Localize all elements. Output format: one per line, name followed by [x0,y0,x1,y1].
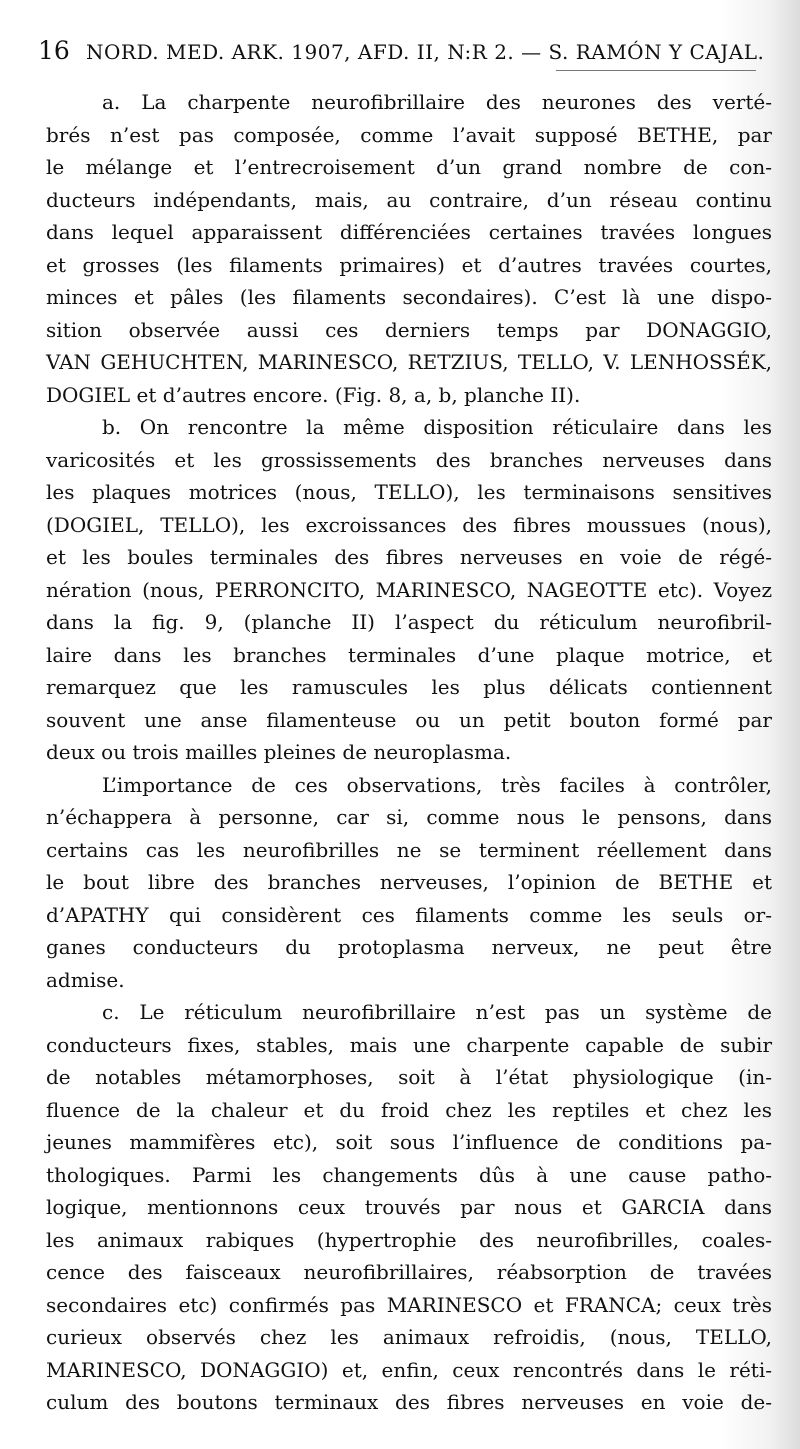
text-line: certains cas les neurofibrilles ne se terminent réellement dans [46,837,772,862]
text-line: d’APATHY qui considèrent ces filaments comme les seuls or- [46,902,772,927]
running-title: NORD. MED. ARK. 1907, AFD. II, N:R 2. — S. RAMÓN Y CAJAL. [86,40,765,64]
text-line: conducteurs fixes, stables, mais une charpente capable de subir [46,1032,772,1057]
text-line: dans la fig. 9, (planche II) l’aspect du réticulum neurofibril- [46,610,772,634]
header-rule [556,70,756,71]
paragraph-a [46,86,772,411]
text-line: cence des faisceaux neurofibrillaires, réabsorption de travées [46,1260,772,1284]
text-line: nération (nous, PERRONCITO, MARINESCO, NAGEOTTE etc). Voyez [46,577,772,602]
text-line: c. Le réticulum neurofibrillaire n’est pas un système de [102,1000,772,1024]
paragraph-c [46,996,772,1419]
text-line: MARINESCO, DONAGGIO) et, enfin, ceux rencontrés dans le réti- [46,1357,772,1382]
text-line: et grosses (les filaments primaires) et d’autres travées courtes, [46,252,772,277]
text-line: remarquez que les ramuscules les plus délicats contiennent [46,675,772,699]
text-line: admise. [46,967,125,992]
paragraph-importance [46,769,772,997]
text-line: sition observée aussi ces derniers temps par DONAGGIO, [46,317,772,342]
text-line: logique, mentionnons ceux trouvés par nous et GARCIA dans [46,1195,772,1219]
text-line: le mélange et l’entrecroisement d’un grand nombre de con- [46,155,772,179]
text-line: souvent une anse filamenteuse ou un petit bouton formé par [46,707,772,732]
text-line: DOGIEL et d’autres encore. (Fig. 8, a, b, planche II). [46,382,581,407]
text-line: dans lequel apparaissent différenciées certaines travées longues [46,220,772,244]
text-line: a. La charpente neurofibrillaire des neurones des verté- [102,90,772,114]
text-line: thologiques. Parmi les changements dûs à une cause patho- [46,1162,772,1187]
text-line: minces et pâles (les filaments secondaires). C’est là une dispo- [46,285,772,309]
text-line: varicosités et les grossissements des branches nerveuses dans [46,447,772,472]
text-line: laire dans les branches terminales d’une plaque motrice, et [46,642,772,667]
text-line: ducteurs indépendants, mais, au contraire, d’un réseau continu [46,187,772,212]
text-line: culum des boutons terminaux des fibres nerveuses en voie de- [46,1390,772,1414]
text-line: les plaques motrices (nous, TELLO), les terminaisons sensitives [46,480,772,504]
text-line: VAN GEHUCHTEN, MARINESCO, RETZIUS, TELLO, V. LENHOSSÉK, [46,350,772,374]
text-line: secondaires etc) confirmés pas MARINESCO et FRANCA; ceux très [46,1292,772,1317]
text-line: jeunes mammifères etc), soit sous l’influence de conditions pa- [46,1130,772,1154]
text-line: le bout libre des branches nerveuses, l’opinion de BETHE et [46,870,772,894]
text-line: de notables métamorphoses, soit à l’état physiologique (in- [46,1065,772,1089]
text-line: ganes conducteurs du protoplasma nerveux, ne peut être [46,935,772,959]
text-line: deux ou trois mailles pleines de neuroplasma. [46,740,512,764]
text-line: les animaux rabiques (hypertrophie des neurofibrilles, coales- [46,1227,772,1252]
text-line: fluence de la chaleur et du froid chez les reptiles et chez les [46,1097,772,1122]
text-line: (DOGIEL, TELLO), les excroissances des fibres moussues (nous), [46,512,772,537]
text-line: b. On rencontre la même disposition réticulaire dans les [102,415,772,439]
page-number: 16 [38,36,70,65]
text-line: et les boules terminales des fibres nerveuses en voie de régé- [46,545,772,569]
paragraph-b [46,411,772,769]
text-line: L’importance de ces observations, très faciles à contrôler, [102,772,772,797]
text-line: curieux observés chez les animaux refroidis, (nous, TELLO, [46,1325,772,1349]
text-line: brés n’est pas composée, comme l’avait supposé BETHE, par [46,122,772,147]
body-text [46,86,772,1419]
text-line: n’échappera à personne, car si, comme nous le pensons, dans [46,805,772,829]
running-header [38,36,765,70]
